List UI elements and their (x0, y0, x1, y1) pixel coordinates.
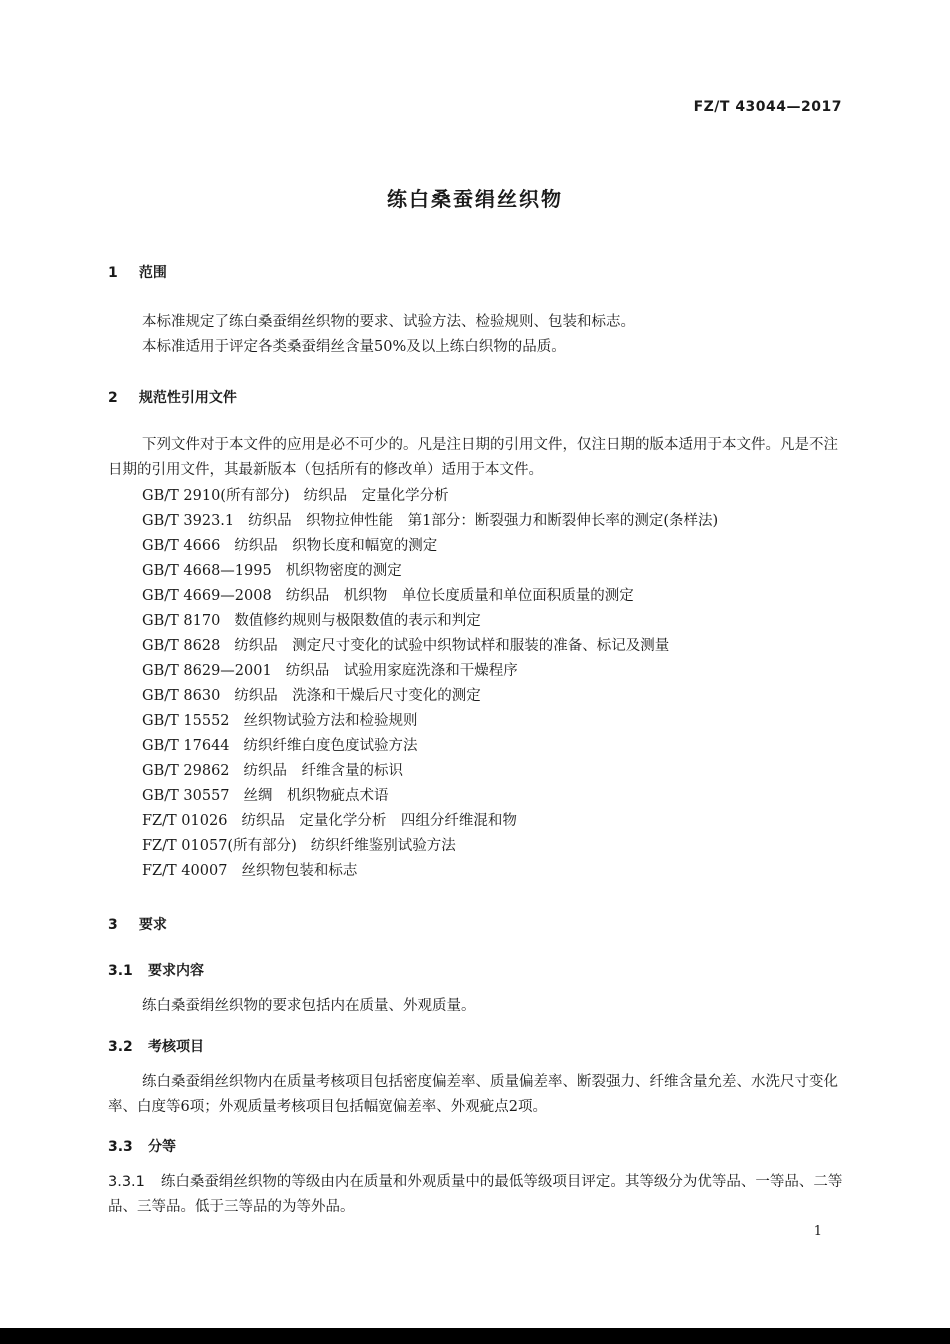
page-number: 1 (813, 1224, 822, 1239)
clause-3-2-number: 3.2 (108, 1039, 133, 1055)
reference-code: GB/T 2910(所有部分) (142, 488, 290, 504)
section-2-title: 规范性引用文件 (138, 390, 237, 406)
scope-paragraph-2: 本标准适用于评定各类桑蚕绢丝含量50%及以上练白织物的品质。 (142, 339, 566, 355)
scope-paragraph-1: 本标准规定了练白桑蚕绢丝织物的要求、试验方法、检验规则、包装和标志。 (142, 314, 635, 330)
reference-item (142, 834, 456, 859)
reference-title: 纺织品 织物长度和幅宽的测定 (234, 538, 438, 554)
reference-title: 数值修约规则与极限数值的表示和判定 (234, 613, 481, 629)
section-2-number: 2 (108, 390, 118, 406)
standard-code: FZ/T 43044—2017 (693, 99, 842, 115)
bottom-border-bar (0, 1328, 950, 1344)
reference-code: GB/T 8630 (142, 688, 221, 704)
section-1-heading (108, 262, 167, 282)
reference-item (142, 509, 718, 534)
reference-item (142, 684, 481, 709)
reference-code: GB/T 8170 (142, 613, 221, 629)
reference-title: 纺织品 试验用家庭洗涤和干燥程序 (285, 663, 518, 679)
reference-item (142, 659, 518, 684)
clause-3-3-title: 分等 (148, 1139, 176, 1155)
section-3-title: 要求 (138, 917, 167, 933)
clause-3-1-title: 要求内容 (148, 963, 204, 979)
reference-code: GB/T 4666 (142, 538, 221, 554)
reference-item (142, 559, 402, 584)
reference-item (142, 584, 634, 609)
references-intro: 下列文件对于本文件的应用是必不可少的。凡是注日期的引用文件，仅注日期的版本适用于本文件。凡是不注日期的引用文件，其最新版本（包括所有的修改单）适用于本文件。 (108, 437, 838, 478)
reference-item (142, 809, 517, 834)
document-title: 练白桑蚕绢丝织物 (387, 187, 563, 211)
section-1-number: 1 (108, 265, 118, 281)
reference-title: 丝绸 机织物疵点术语 (243, 788, 389, 804)
reference-code: GB/T 8629—2001 (142, 663, 272, 679)
reference-code: GB/T 3923.1 (142, 513, 235, 529)
reference-title: 纺织品 织物拉伸性能 第1部分：断裂强力和断裂伸长率的测定(条样法) (248, 513, 719, 529)
reference-title: 纺织品 测定尺寸变化的试验中织物试样和服装的准备、标记及测量 (234, 638, 670, 654)
clause-3-1-heading (108, 960, 204, 980)
clause-3-1-text: 练白桑蚕绢丝织物的要求包括内在质量、外观质量。 (142, 998, 476, 1014)
reference-item (142, 709, 418, 734)
reference-code: GB/T 4668—1995 (142, 563, 272, 579)
section-3-heading (108, 914, 167, 934)
reference-title: 纺织纤维白度色度试验方法 (243, 738, 418, 754)
clause-3-3-heading (108, 1136, 176, 1156)
reference-code: GB/T 4669—2008 (142, 588, 272, 604)
reference-title: 机织物密度的测定 (285, 563, 402, 579)
clause-3-2-heading (108, 1036, 204, 1056)
section-2-heading (108, 387, 237, 407)
reference-code: FZ/T 01057(所有部分) (142, 838, 297, 854)
clause-3-3-1-paragraph (108, 1170, 844, 1220)
reference-title: 丝织物试验方法和检验规则 (243, 713, 418, 729)
reference-code: GB/T 29862 (142, 763, 230, 779)
reference-title: 丝织物包装和标志 (241, 863, 358, 879)
reference-code: FZ/T 40007 (142, 863, 228, 879)
section-3-number: 3 (108, 917, 118, 933)
section-1-title: 范围 (138, 265, 167, 281)
reference-item (142, 734, 418, 759)
reference-item (142, 609, 481, 634)
reference-item (142, 484, 449, 509)
reference-title: 纺织纤维鉴别试验方法 (310, 838, 456, 854)
reference-code: GB/T 8628 (142, 638, 221, 654)
reference-title: 纺织品 纤维含量的标识 (243, 763, 404, 779)
reference-title: 纺织品 定量化学分析 (303, 488, 449, 504)
clause-3-3-1-text: 练白桑蚕绢丝织物的等级由内在质量和外观质量中的最低等级项目评定。其等级分为优等品、一等品、二等品、三等品。低于三等品的为等外品。 (108, 1174, 843, 1215)
reference-code: GB/T 17644 (142, 738, 230, 754)
clause-3-2-title: 考核项目 (148, 1039, 204, 1055)
reference-code: GB/T 30557 (142, 788, 230, 804)
reference-item (142, 634, 669, 659)
clause-3-3-1-number: 3.3.1 (108, 1174, 145, 1190)
reference-title: 纺织品 洗涤和干燥后尺寸变化的测定 (234, 688, 481, 704)
reference-item (142, 859, 357, 884)
reference-item (142, 534, 437, 559)
clause-3-2-text: 练白桑蚕绢丝织物内在质量考核项目包括密度偏差率、质量偏差率、断裂强力、纤维含量允差、水洗尺寸变化率、白度等6项；外观质量考核项目包括幅宽偏差率、外观疵点2项。 (108, 1074, 838, 1115)
clause-3-1-number: 3.1 (108, 963, 133, 979)
reference-title: 纺织品 机织物 单位长度质量和单位面积质量的测定 (285, 588, 634, 604)
reference-code: FZ/T 01026 (142, 813, 228, 829)
clause-3-3-number: 3.3 (108, 1139, 133, 1155)
reference-code: GB/T 15552 (142, 713, 230, 729)
reference-title: 纺织品 定量化学分析 四组分纤维混和物 (241, 813, 517, 829)
reference-item (142, 784, 389, 809)
reference-item (142, 759, 403, 784)
